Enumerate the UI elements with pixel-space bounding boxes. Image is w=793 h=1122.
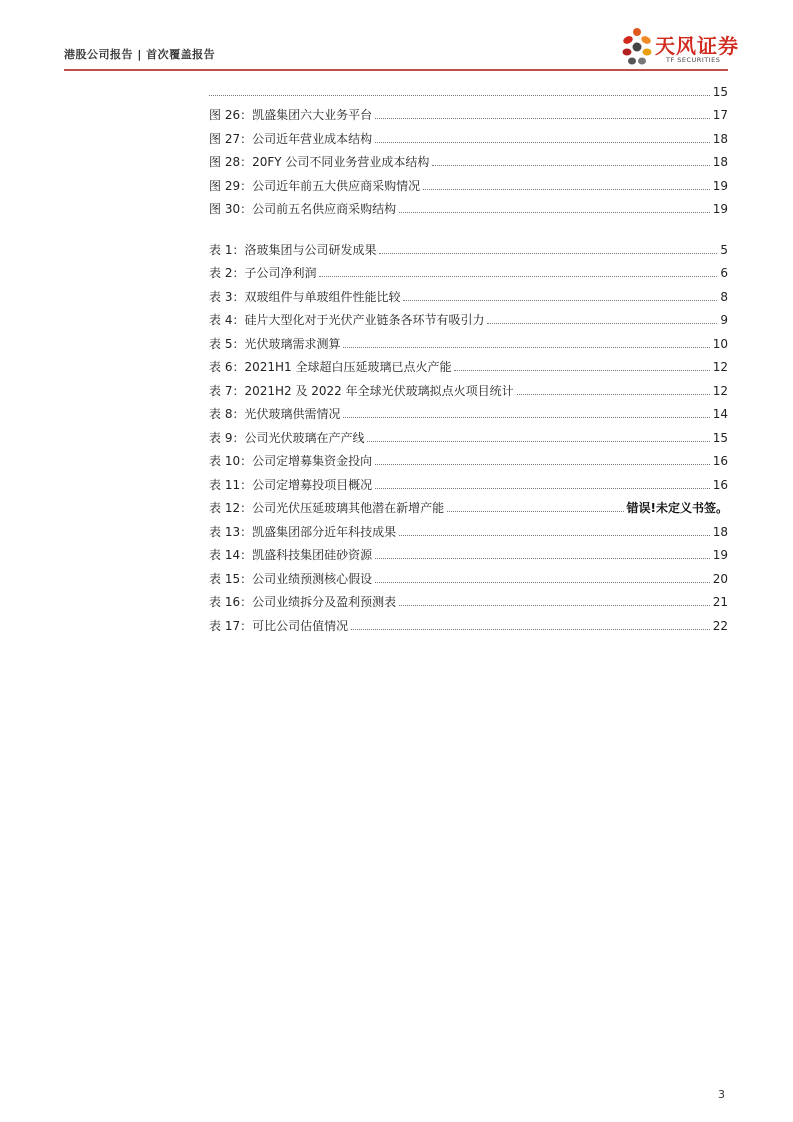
toc-entry[interactable] [209, 100, 728, 124]
toc-entry[interactable] [209, 563, 728, 587]
toc-entry[interactable] [209, 540, 728, 564]
toc-leader-dots [343, 417, 709, 418]
toc-entry-page: 16 [712, 454, 728, 468]
toc-entry-page: 19 [712, 548, 728, 562]
toc-entry[interactable] [209, 469, 728, 493]
report-type-title: 港股公司报告 | 首次覆盖报告 [64, 48, 216, 61]
toc-entry[interactable] [209, 328, 728, 352]
toc-entry-label: 图 27：公司近年营业成本结构 [209, 131, 373, 146]
toc-entry-page: 10 [712, 336, 728, 351]
toc-leader-dots [454, 370, 709, 371]
header-divider [64, 69, 728, 71]
toc-entry[interactable] [209, 352, 728, 376]
toc-leader-dots [351, 629, 710, 630]
toc-entry[interactable] [209, 147, 728, 171]
toc-entry-label: 表 16：公司业绩拆分及盈利预测表 [209, 595, 397, 609]
toc-leader-dots [379, 253, 717, 254]
toc-entry-page: 19 [712, 178, 728, 193]
section-spacer [209, 217, 728, 234]
toc-entry[interactable] [209, 258, 728, 282]
toc-entry-page: 14 [712, 407, 728, 421]
toc-entry-page: 18 [712, 524, 728, 539]
toc-leader-dots [375, 582, 710, 583]
toc-leader-dots [375, 142, 710, 143]
toc-entry-label: 图 28：20FY 公司不同业务营业成本结构 [209, 155, 430, 169]
tf-securities-logo [620, 26, 739, 70]
toc-leader-dots [375, 488, 710, 489]
toc-entry[interactable] [209, 375, 728, 399]
toc-entry[interactable] [209, 446, 728, 470]
toc-entry-label: 图 30：公司前五名供应商采购结构 [209, 202, 397, 216]
toc-entry[interactable] [209, 493, 728, 517]
toc-entry-page: 18 [712, 155, 728, 169]
toc-entry-label: 表 8：光伏玻璃供需情况 [209, 407, 341, 421]
toc-entry-label: 表 2：子公司净利润 [209, 266, 317, 280]
toc-entry[interactable] [209, 516, 728, 540]
toc-leader-dots [343, 347, 709, 348]
toc-leader-dots [375, 558, 710, 559]
toc-entry-page: 21 [712, 595, 728, 609]
toc-leader-dots [319, 276, 717, 277]
toc-entry-label: 图 26：凯盛集团六大业务平台 [209, 108, 373, 122]
toc-entry[interactable] [209, 194, 728, 218]
toc-entry[interactable] [209, 234, 728, 258]
toc-leader-dots [209, 95, 710, 96]
toc-entry-page: 12 [712, 383, 728, 398]
toc-leader-dots [375, 118, 710, 119]
toc-entry-label: 表 1：洛玻集团与公司研发成果 [209, 242, 377, 257]
toc-entry[interactable] [209, 76, 728, 100]
figure-list [209, 76, 728, 217]
toc-entry-label: 表 9：公司光伏玻璃在产产线 [209, 430, 365, 445]
toc-entry-page: 9 [720, 313, 728, 327]
toc-leader-dots [403, 300, 717, 301]
toc-entry[interactable] [209, 305, 728, 329]
toc-entry-page: 16 [712, 477, 728, 492]
toc-entry-label: 表 17：可比公司估值情况 [209, 618, 349, 633]
toc-entry[interactable] [209, 587, 728, 611]
toc-leader-dots [487, 323, 717, 324]
toc-entry[interactable] [209, 399, 728, 423]
toc-entry-label: 表 10：公司定增募集资金投向 [209, 454, 373, 468]
toc-entry-page: 20 [712, 571, 728, 586]
flower-logo-icon [620, 26, 654, 68]
toc-leader-dots [399, 535, 710, 536]
toc-entry-page: 17 [712, 108, 728, 122]
toc-entry[interactable] [209, 170, 728, 194]
toc-entry-label: 表 12：公司光伏压延玻璃其他潜在新增产能 [209, 501, 445, 515]
page-number: 3 [718, 1088, 725, 1101]
toc-leader-dots [367, 441, 709, 442]
toc-entry-page: 12 [712, 360, 728, 374]
toc-entry-page: 15 [712, 430, 728, 445]
table-list [209, 234, 728, 634]
toc-entry-label: 表 6：2021H1 全球超白压延玻璃已点火产能 [209, 360, 452, 374]
logo-chinese-name: 天风证券 [655, 34, 739, 58]
toc-entry[interactable] [209, 123, 728, 147]
toc-entry-page: 6 [720, 266, 728, 280]
toc-leader-dots [447, 511, 623, 512]
toc-entry-label: 表 5：光伏玻璃需求测算 [209, 336, 341, 351]
toc-entry-page: 15 [712, 84, 728, 99]
toc-entry[interactable] [209, 281, 728, 305]
toc-entry-label: 表 3：双玻组件与单玻组件性能比较 [209, 289, 401, 304]
logo-english-name: TF SECURITIES [666, 56, 721, 64]
toc-entry[interactable] [209, 610, 728, 634]
toc-entry-page-error: 错误!未定义书签。 [626, 501, 728, 515]
toc-entry-label: 图 29：公司近年前五大供应商采购情况 [209, 178, 421, 193]
toc-leader-dots [399, 212, 710, 213]
toc-entry-label: 表 11：公司定增募投项目概况 [209, 477, 373, 492]
toc-leader-dots [423, 189, 710, 190]
table-of-contents [209, 76, 728, 634]
toc-entry[interactable] [209, 422, 728, 446]
toc-leader-dots [375, 464, 710, 465]
toc-leader-dots [399, 605, 710, 606]
toc-entry-label: 表 14：凯盛科技集团硅砂资源 [209, 548, 373, 562]
toc-entry-page: 19 [712, 202, 728, 216]
toc-entry-label: 表 4：硅片大型化对于光伏产业链条各环节有吸引力 [209, 313, 485, 327]
toc-entry-page: 22 [712, 618, 728, 633]
toc-entry-label: 表 7：2021H2 及 2022 年全球光伏玻璃拟点火项目统计 [209, 383, 514, 398]
toc-entry-label: 表 15：公司业绩预测核心假设 [209, 571, 373, 586]
toc-entry-page: 5 [720, 242, 728, 257]
toc-entry-label: 表 13：凯盛集团部分近年科技成果 [209, 524, 397, 539]
toc-leader-dots [432, 165, 709, 166]
toc-entry-page: 8 [720, 289, 728, 304]
toc-entry-page: 18 [712, 131, 728, 146]
toc-leader-dots [517, 394, 710, 395]
